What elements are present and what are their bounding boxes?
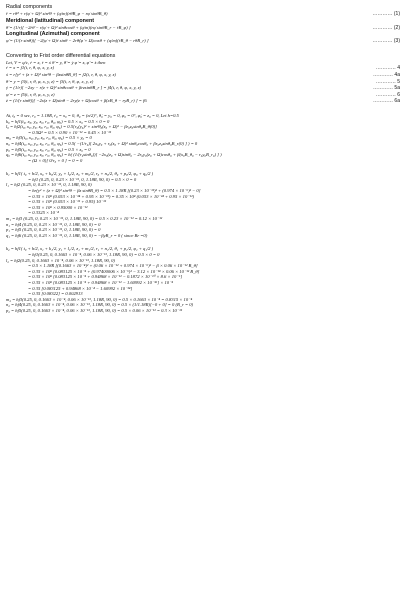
system-equation-body: ṙ = x = f1(t, r, θ, φ, x, y, z) bbox=[6, 65, 54, 71]
converting-heading: Converting to Frist order differential equations bbox=[6, 52, 116, 59]
derivation-line: = 0.35 [0.083125 + 0.94868 × 10⁻⁴ − 1.60992 × 10⁻²⁸] bbox=[28, 285, 133, 291]
derivation-line: n₁ = hf4 (0.25, 0, 0.23 × 10⁻¹², 0, 1.18R, 90, 0) = 0 bbox=[6, 221, 101, 227]
system-equation-body: ẋ = r[y² + (z + Ω)² sin²θ − βzsinθB_θ] = f2(t, r, θ, φ, x, y, z) bbox=[6, 71, 116, 77]
derivation-line: k₁ = hf1( t₀ + h/2, x₀ + k₀/2, y₀ + l₀/2, z₀ + m₀/2, r₀ + n₀/2, θ₀ + p₀/2, φ₀ + q₀/2 ) bbox=[6, 171, 154, 177]
initial-conditions: At, t₀ = 0 sec, r₀ = 1.18R, ṙ₀ = x₀ = 0, θ₀ = (π/2)°, θ̇₀ = y₀ = 0, φ₀ = 0°, φ̇₀ = z₀ = 0, Let h=0.5 bbox=[6, 112, 179, 118]
derivation-line: = 0.35 × 10⁸ (0.053 × 10⁻¹² + 0.95) 10⁻¹² bbox=[28, 199, 106, 205]
derivation-line: = hr(y² + (z + Ω)² sin²θ − βz sinθB_θ) = 0.5 × 1.18R [(0.23 × 10⁻¹²)² + (0.974 × 10⁻⁶)² − 0] bbox=[28, 188, 201, 194]
system-equation bbox=[6, 85, 400, 92]
derivation-line: l₂ = hf2(0.25, 0, 0.1663 × 10⁻⁴, 0.06 × 10⁻¹², 1.18R, 90, 0) bbox=[6, 257, 115, 263]
system-equation bbox=[6, 98, 400, 105]
equation-2 bbox=[6, 25, 400, 32]
equation-1-number: ………… (1) bbox=[372, 11, 400, 17]
equation-3-body: φ̈ = (1/(r sinθ))[ −2(φ̇ + Ω)ṙ sinθ − 2rθ̇(φ̇ + Ω)cosθ + (q/m)(ṙB_θ − rθ̇B_r) ] bbox=[6, 38, 149, 44]
derivation-line: = hf1(0.25, 0, 0.1663 × 10⁻⁴, 0.06 × 10⁻¹², 1.18R, 90, 0) = 0.5 × 0 = 0 bbox=[28, 252, 160, 257]
derivation-line: p₀ = hf5(t₀, x₀, y₀, z₀, r₀, θ₀, φ₀) = 0.5 × z₀ = 0 bbox=[6, 146, 91, 152]
derivation-line: = 0.5Ω² = 0.5 × 0.90 × 10⁻¹² = 0.45 × 10⁻¹² bbox=[28, 129, 112, 135]
equation-3-number: ………… (3) bbox=[372, 38, 400, 45]
derivation-line: n₀ = hf4(t₀, x₀, y₀, z₀, r₀, θ₀, φ₀) = 0.5( −(1/r₀)[ 2x₀y₀ + r₀(z₀ + Ω)² sinθ₀cosθ₀ + βr₀z₀sinθ₀B_r(0) ] ) = 0 bbox=[6, 140, 198, 146]
longitudinal-heading: Longitudinal (Azimuthal) component bbox=[6, 31, 100, 38]
derivation-line: p₂ = hf5(0.25, 0, 0.1663 × 10⁻⁴, 0.06 × 10⁻¹², 1.18R, 90, 0) = 0.5 × 0.06 × 10⁻¹² = 0.3 × 10⁻¹³ bbox=[6, 307, 182, 313]
system-equation-number: ………… 5a bbox=[373, 85, 400, 92]
system-equation-number: ………… 6 bbox=[375, 91, 400, 98]
first-order-system bbox=[6, 65, 400, 105]
system-equation-body: ẏ = (1/r)[ −2xy − r(z + Ω)² sinθcosθ + βrzsinθB_r ] = f4(t, r, θ, φ, x, y, z) bbox=[6, 85, 142, 91]
system-equation-number: ………… 4 bbox=[375, 65, 400, 72]
derivation-line: m₀ = hf3(t₀, x₀, y₀, z₀, r₀, θ₀, φ₀) = 0.5 × y₀ = 0 bbox=[6, 135, 92, 141]
equation-2-number: ………… (2) bbox=[372, 24, 400, 31]
derivation-line: = 0.35 × 10⁸ (0.053 × 10⁻²⁴ + 0.95 × 10⁻¹²) = 0.35 × 10⁸ (0.053 × 10⁻²⁴ + 0.95 × 10⁻¹²) bbox=[28, 193, 194, 199]
derivation-line: q₁ = hf6 (0.25, 0, 0.23 × 10⁻¹², 0, 1.18R, 90, 0) = −βyB_r = 0 ( since Br =0) bbox=[6, 232, 148, 238]
derivation-line: l₀ = hf2(t₀, x₀, y₀, z₀, r₀, θ₀, φ₀) = 0.5[r₀(y₀)² + sin²θ₀(z₀ + Ω)² − βr₀z₀sinθ₀B_θ(0)] bbox=[6, 124, 157, 130]
derivation-line: = 0.35 × 10⁸ [0.083125 × 10⁻⁸ + 0.94868 × 10⁻¹² − 1.60992 × 10⁻³⁶] × 10⁻⁸ bbox=[28, 279, 174, 285]
system-equation bbox=[6, 79, 400, 86]
derivation-line: l₁ = hf2 (0.25, 0, 0.23 × 10⁻¹², 0, 1.18R, 90, 0) bbox=[6, 182, 92, 188]
radial-heading: Radial components bbox=[6, 4, 53, 10]
derivation-line: = 0.5 × 1.18R [(0.1663 × 10⁻⁴)² + (0.06 × 10⁻¹² + 0.974 × 10⁻⁶)² − β × 0.06 × 10⁻¹² B_θ] bbox=[28, 263, 198, 269]
derivation-line: = 0.35 × 10⁸ [0.083125 × 10⁻⁸ + 0.94868 × 10⁻¹² − 0.1872 × 10⁻³⁰ × 8.6 × 10⁻⁶] bbox=[28, 274, 183, 280]
system-equation-body: ż = (1/(r sinθ))[ −2x(z + Ω)sinθ − 2ry(z + Ω)cosθ + β(xB_θ − ryB_r) ] = f6 bbox=[6, 98, 147, 104]
derivation-line: = (Ω × 0)[ 0/r₀ + 0 ] = 0 = 0 bbox=[28, 157, 83, 163]
meridional-heading: Meridional (latitudinal) component bbox=[6, 17, 95, 24]
derivation-line: = 0.35 × 10⁸ [0.083125 × 10⁻⁸ + (0.97400006 × 10⁻⁶)² − 3.12 × 10⁻¹⁸ × 0.06 × 10⁻¹² B_θ] bbox=[28, 268, 200, 274]
substitution-line: Let, V = q/c, ṙ = x, ṙ = ẋ θ̇ = y, θ̈ = ẏ φ̇ = z, φ̈ = ż then bbox=[6, 59, 106, 65]
derivation-line: k₂ = hf1( t₀ + h/2, x₁ + k₁/2, y₁ + l₁/2, z₁ + m₁/2, r₁ + n₁/2, θ₁ + p₁/2, φ₁ + q₁/2 ) bbox=[6, 246, 154, 252]
system-equation bbox=[6, 72, 400, 79]
derivation-line: k₀ = hf1(t₀, x₀, y₀, z₀, r₀, θ₀, φ₀) = 0.5 × x₀ = 0.5 × 0 = 0 bbox=[6, 118, 110, 124]
system-equation-body: θ̇ = y = f3(t, r, θ, φ, x, y, z) = f3(t, r, θ, φ, x, y, z) bbox=[6, 78, 94, 84]
derivation-line: m₁ = hf3 (0.25, 0, 0.23 × 10⁻¹², 0, 1.18R, 90, 0) = 0.5 × 0.23 × 10⁻¹² = 0.12 × 10⁻¹² bbox=[6, 216, 163, 222]
system-equation bbox=[6, 92, 400, 99]
equation-1-body: r̈ = rθ̇² + r(φ̇ + Ω)² sin²θ + (q/m)(rθ̇B_φ − rφ̇ sinθB_θ) bbox=[6, 11, 108, 16]
derivation-line: = 0.35 × 10⁸ × 0.95000 × 10⁻¹² bbox=[28, 204, 88, 210]
system-equation-number: ………… 4a bbox=[373, 71, 400, 78]
k2-step bbox=[6, 246, 400, 313]
derivation-line: m₂ = hf3(0.25, 0, 0.1663 × 10⁻⁴, 0.06 × 10⁻¹², 1.18R, 90, 0) = 0.5 × 0.1663 × 10⁻⁴ = 0.8315 × 10⁻⁴ bbox=[6, 296, 193, 302]
derivation-line: = 0.35 [0.08322] = 0.002913 bbox=[28, 291, 83, 297]
equation-2-body: θ̈ = (1/r)[ −2ṙθ̇ − r(φ̇ + Ω)² sinθcosθ + (q/m)(rφ̇ sinθB_r − ṙB_φ) ] bbox=[6, 24, 131, 30]
equation-1 bbox=[6, 11, 400, 18]
system-equation-number: ………… 6a bbox=[373, 98, 400, 105]
derivation-line: q₀ = hf6(t₀, x₀, y₀, z₀, r₀, θ₀, φ₀) = h( (1/(r₀sinθ₀))[ −2x₀(z₀ + Ω)sinθ₀ − 2r₀y₀(z₀ + Ω)cosθ₀ + β(x₀B_θ₀ − r₀y₀B_r₀) ] ) bbox=[6, 152, 222, 158]
system-equation-body: φ̇ = z = f5(t, r, θ, φ, x, y, z) bbox=[6, 91, 55, 97]
derivation-line: p₁ = hf5 (0.25, 0, 0.23 × 10⁻¹², 0, 1.18R, 90, 0) = 0 bbox=[6, 227, 101, 233]
equation-3 bbox=[6, 38, 400, 45]
system-equation bbox=[6, 65, 400, 72]
derivation-line: = 0.3325 × 10⁻⁴ bbox=[28, 210, 59, 216]
k0-step bbox=[6, 119, 400, 164]
derivation-line: n₂ = hf4(0.25, 0, 0.1663 × 10⁻⁴, 0.06 × 10⁻¹², 1.18R, 90, 0) = 0.5 × (1/1.18R)[−0 + 0] = 0 (B_r = 0) bbox=[6, 302, 194, 308]
derivation-line: = hf1 (0.25, 0, 0.23 × 10⁻¹², 0, 1.18R, 90, 0) = 0.5 × 0 = 0 bbox=[28, 176, 137, 182]
k1-step bbox=[6, 171, 400, 238]
system-equation-number: ………… 5 bbox=[375, 78, 400, 85]
